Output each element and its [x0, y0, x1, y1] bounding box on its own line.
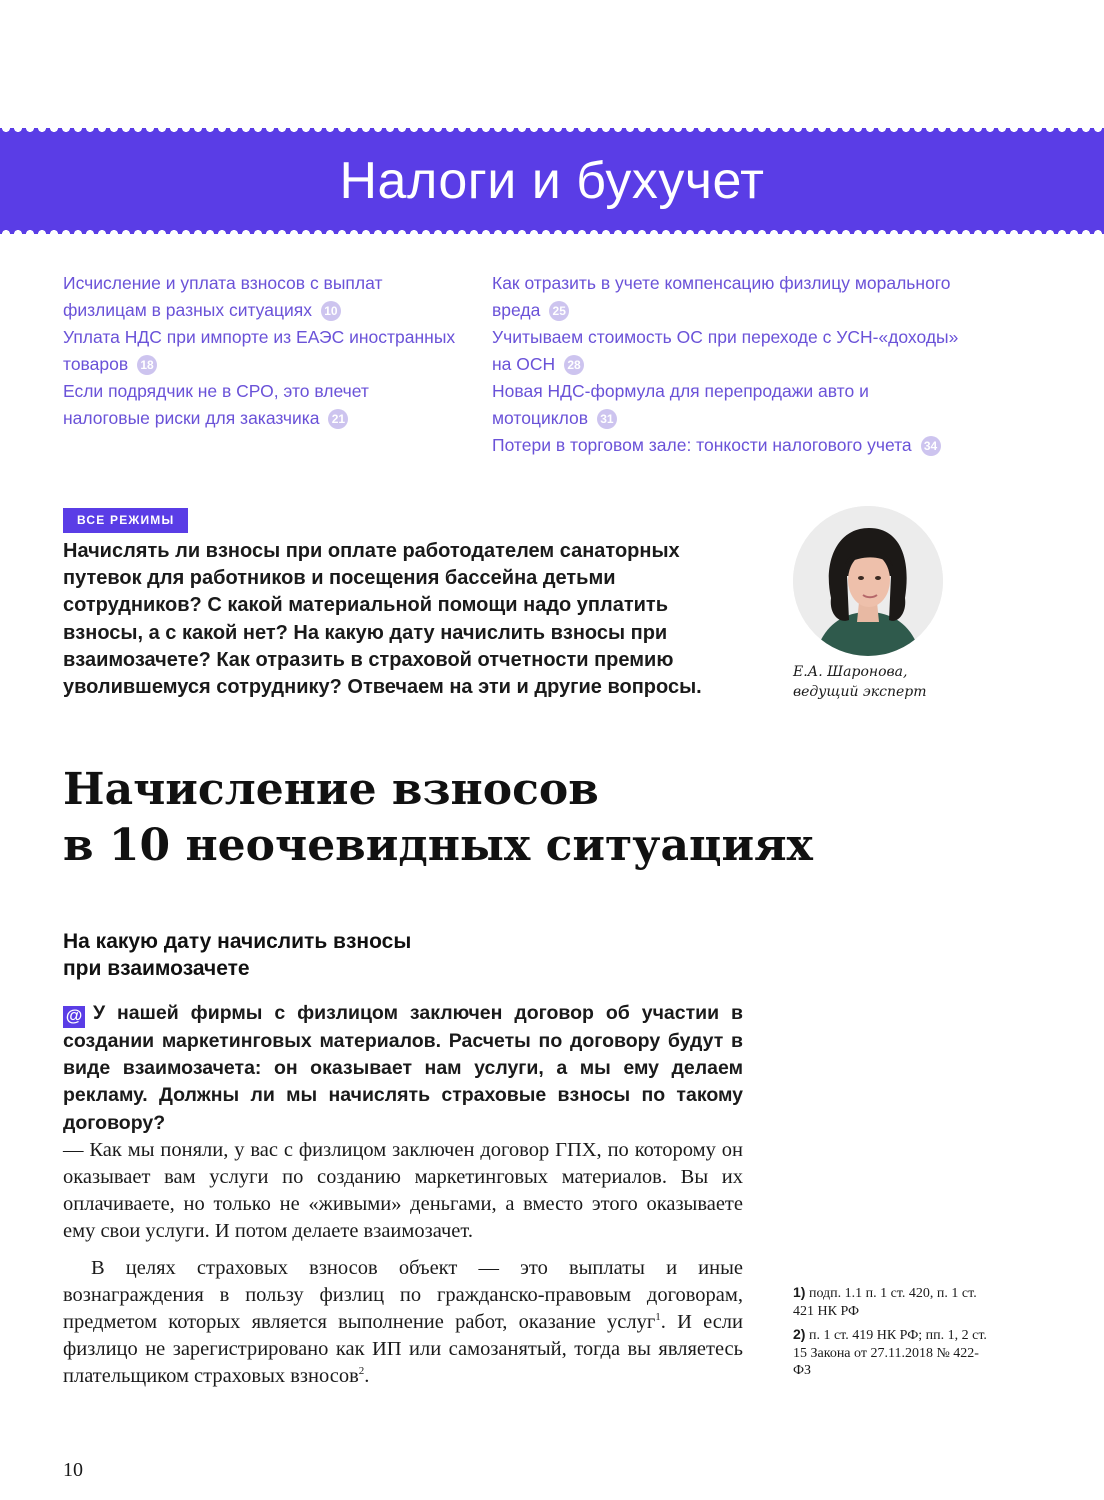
footnotes [793, 1284, 993, 1386]
page-number: 10 [63, 1459, 83, 1481]
footnote-ref[interactable]: 2 [358, 1365, 365, 1378]
author-portrait-icon [793, 506, 943, 656]
toc-page-badge: 34 [921, 436, 941, 456]
subheading-line: при взаимозачете [63, 957, 250, 980]
toc-item[interactable] [492, 324, 962, 378]
toc-item-text: Как отразить в учете компенсацию физлицу морального вреда [492, 273, 951, 320]
question-text: У нашей фирмы с физлицом заключен договор об участии в создании маркетинговых материалов. Расчеты по договору будут в виде взаимозачета: он оказывает нам услуги, а мы ему делаем рекламу. Должны ли мы начислять страховые взносы по такому договору? [63, 1002, 743, 1134]
toc-item-text: Исчисление и уплата взносов с выплат физлицам в разных ситуациях [63, 273, 383, 320]
footnote [793, 1326, 993, 1380]
category-tag: ВСЕ РЕЖИМЫ [63, 508, 188, 533]
toc-page-badge: 28 [564, 355, 584, 375]
toc-item[interactable] [492, 432, 962, 459]
headline-line: в 10 неочевидных ситуациях [63, 820, 813, 871]
toc-page-badge: 21 [328, 409, 348, 429]
article-lead: Начислять ли взносы при оплате работодателем санаторных путевок для работников и посещения бассейна детьми сотрудников? С какой материальной помощи надо уплатить взносы, а с какой нет? На какую дату начислить взносы при взаимозачете? Как отразить в страховой отчетности премию уволившемуся сотруднику? Отвечаем на эти и другие вопросы. [63, 540, 702, 699]
section-title: Налоги и бухучет [339, 152, 765, 210]
toc-item[interactable] [492, 270, 962, 324]
toc-page-badge: 31 [597, 409, 617, 429]
author-caption [793, 662, 993, 702]
section-subheading [63, 928, 583, 982]
toc-item[interactable] [63, 270, 458, 324]
body-paragraph [63, 1255, 743, 1391]
subheading-line: На какую дату начислить взносы [63, 930, 412, 953]
toc-item[interactable] [63, 378, 458, 432]
toc-page-badge: 18 [137, 355, 157, 375]
toc-right-column [492, 270, 962, 459]
author-role: ведущий эксперт [793, 684, 927, 700]
author-name: Е.А. Шаронова, [793, 664, 908, 680]
answer-paragraph: — Как мы поняли, у вас с физлицом заключен договор ГПХ, по которому он оказывает вам услуги по созданию маркетинговых материалов. Вы их оплачиваете, но только не «живыми» деньгами, а вместо этого оказываете ему свои услуги. И потом делаете взаимозачет. [63, 1138, 743, 1243]
toc-item-text: Уплата НДС при импорте из ЕАЭС иностранных товаров [63, 327, 456, 374]
footnote-number: 2) [793, 1326, 806, 1342]
toc-item-text: Если подрядчик не в СРО, это влечет налоговые риски для заказчика [63, 381, 369, 428]
paragraph-text: В целях страховых взносов объект — это выплаты и иные вознаграждения в пользу физлиц по гражданско-правовым договорам, предметом которых является выполнение работ, оказание услуг [63, 1256, 743, 1334]
author-photo [793, 506, 943, 656]
headline-line: Начисление взносов [63, 764, 599, 815]
footnote [793, 1284, 993, 1320]
toc-page-badge: 25 [549, 301, 569, 321]
toc-item-text: Потери в торговом зале: тонкости налогового учета [492, 435, 912, 455]
footnote-text: п. 1 ст. 419 НК РФ; пп. 1, 2 ст. 15 Закона от 27.11.2018 № 422-ФЗ [793, 1328, 987, 1378]
toc-item-text: Новая НДС-формула для перепродажи авто и мотоциклов [492, 381, 869, 428]
toc-item[interactable] [492, 378, 962, 432]
email-question-icon: @ [63, 1006, 85, 1028]
footnote-text: подп. 1.1 п. 1 ст. 420, п. 1 ст. 421 НК РФ [793, 1286, 977, 1319]
toc-item-text: Учитываем стоимость ОС при переходе с УСН-«доходы» на ОСН [492, 327, 959, 374]
footnote-number: 1) [793, 1284, 806, 1300]
toc-item[interactable] [63, 324, 458, 378]
footnote-ref[interactable]: 1 [655, 1311, 661, 1324]
article-body [63, 1000, 743, 1391]
paragraph-text: . [364, 1365, 370, 1388]
reader-question [63, 1000, 743, 1137]
article-headline [63, 762, 963, 874]
toc-page-badge: 10 [321, 301, 341, 321]
toc-left-column [63, 270, 458, 432]
paragraph-text: . И если физлицо не зарегистрировано как ИП или самозанятый, тогда вы являетесь плательщиком страховых взносов [63, 1311, 743, 1388]
